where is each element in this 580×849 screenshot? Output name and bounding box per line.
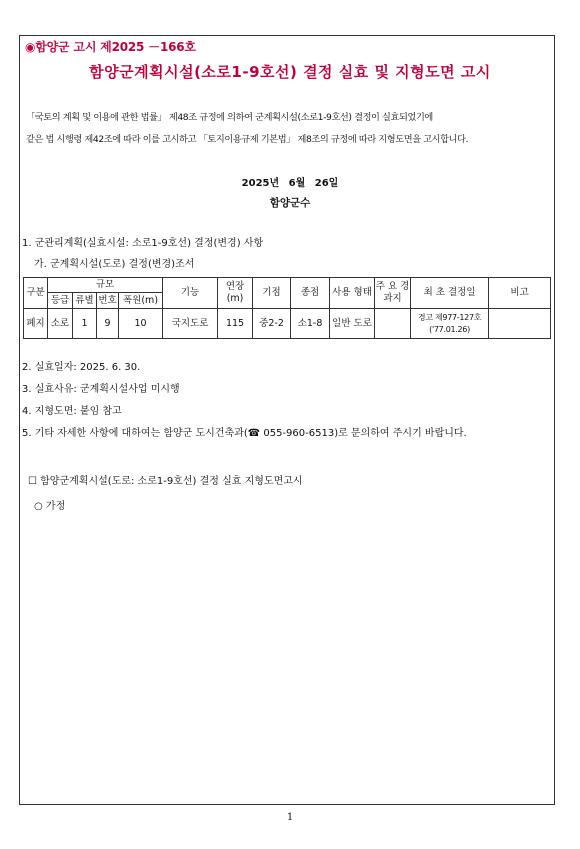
cell-width: 10 <box>119 309 163 339</box>
header-length: 연장 (m) <box>218 278 253 309</box>
section-1-subheading: 가. 군계획시설(도로) 결정(변경)조서 <box>34 259 195 270</box>
intro-line-2: 같은 법 시행령 제42조에 따라 이를 고시하고 「토지이용규제 기본법」 제8조의 규정에 따라 지형도면을 고시합니다. <box>26 134 469 145</box>
header-gubun: 구분 <box>24 278 48 309</box>
issuer-name: 함양군수 <box>269 197 311 209</box>
cell-usage: 일반 도로 <box>330 309 375 339</box>
item-expiry-reason: 3. 실효사유: 군계획시설사업 미시행 <box>22 384 180 395</box>
cell-grade: 소로 <box>48 309 73 339</box>
header-number: 번호 <box>97 293 119 309</box>
section-1-heading: 1. 군관리계획(실효시설: 소로1-9호선) 결정(변경) 사항 <box>22 238 264 249</box>
intro-line-1: 「국토의 계획 및 이용에 관한 법률」 제48조 규정에 의하여 군계획시설(소로1-9호선) 결정이 실효되었기에 <box>26 112 433 123</box>
header-scale: 규모 <box>48 278 163 293</box>
table-row <box>24 309 551 339</box>
cell-remarks <box>489 309 551 339</box>
cell-start: 중2-2 <box>253 309 291 339</box>
cell-length: 115 <box>218 309 253 339</box>
item-topographic-map: 4. 지형도면: 붙임 참고 <box>22 406 122 417</box>
header-function: 기능 <box>163 278 218 309</box>
header-grade: 등급 <box>48 293 73 309</box>
page-number: 1 <box>286 812 294 823</box>
annex-subitem: ○ 가정 <box>34 501 66 512</box>
notice-title: 함양군계획시설(소로1-9호선) 결정 실효 및 지형도면 고시 <box>89 63 491 81</box>
header-end: 종점 <box>291 278 330 309</box>
cell-gubun: 폐지 <box>24 309 48 339</box>
header-start: 기점 <box>253 278 291 309</box>
cell-class: 1 <box>73 309 97 339</box>
first-decision-number: 경고 제977-127호 <box>417 312 482 322</box>
annex-title: ☐ 함양군계획시설(도로: 소로1-9호선) 결정 실효 지형도면고시 <box>28 476 303 487</box>
header-width: 폭원(m) <box>119 293 163 309</box>
notice-items <box>22 357 467 445</box>
header-usage: 사용 형태 <box>330 278 375 309</box>
item-expiry-date: 2. 실효일자: 2025. 6. 30. <box>22 362 141 373</box>
intro-paragraph <box>26 107 552 151</box>
cell-end: 소1-8 <box>291 309 330 339</box>
item-contact: 5. 기타 자세한 사항에 대하여는 함양군 도시건축과(☎ 055-960-6513)로 문의하여 주시기 바랍니다. <box>22 428 467 439</box>
cell-first-decision <box>411 309 489 339</box>
notice-number: ◉함양군 고시 제2025 －166호 <box>25 40 196 54</box>
header-first-decision: 최 초 결정일 <box>411 278 489 309</box>
cell-function: 국지도로 <box>163 309 218 339</box>
header-main-via: 주 요 경과지 <box>375 278 411 309</box>
road-decision-table <box>23 277 551 339</box>
header-class: 류별 <box>73 293 97 309</box>
cell-number: 9 <box>97 309 119 339</box>
notice-date: 2025년 6월 26일 <box>241 178 339 189</box>
cell-main-via <box>375 309 411 339</box>
header-remarks: 비고 <box>489 278 551 309</box>
first-decision-date: ('77.01.26) <box>429 324 470 334</box>
